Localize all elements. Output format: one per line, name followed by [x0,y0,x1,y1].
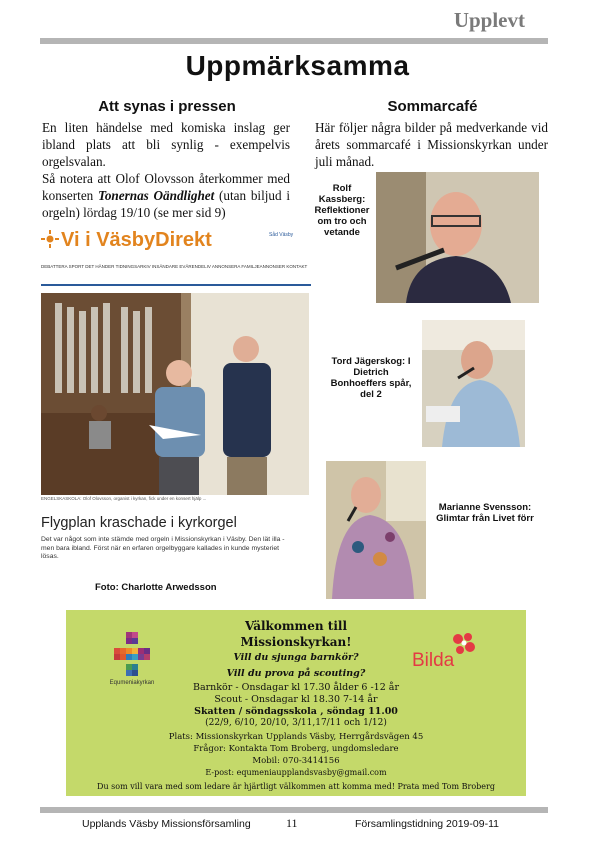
page-title: Uppmärksamma [185,50,410,81]
caption-tord: Tord Jägerskog: I Dietrich Bonhoeffers spår, del 2 [330,356,412,400]
concert-title: Tonernas Oändlighet [97,188,215,203]
header-rule [40,38,548,44]
news-logo: Vi i VäsbyDirekt [61,229,212,251]
ad-welcome: Välkommen till [244,619,347,633]
section-tag: Upplevt [453,8,525,32]
left-body [42,119,290,221]
footer-issue: Församlingstidning 2019-09-11 [355,818,499,830]
left-paragraph-2a: Så notera att Olof Olovsson återkommer med konserten [42,171,290,203]
ad-question-choir: Vill du sjunga barnkör? [233,652,359,663]
left-paragraph-2c: (utan biljud i orgeln) lördag 19/10 (se mer sid 9) [42,188,290,220]
news-logo-right: Såd Väsby [269,232,294,238]
organ-photo [41,293,309,495]
ad-email[interactable]: E-post: equmeniaupplandsvasby@gmail.com [205,768,387,777]
news-headline[interactable]: Flygplan kraschade i kyrkorgel [41,515,237,531]
photo-marianne [326,461,426,599]
photo-rolf [376,172,539,303]
ad-place: Plats: Missionskyrkan Upplands Väsby, Herrgårdsvägen 45 [168,732,424,742]
photo-credit: Foto: Charlotte Arwedsson [95,582,217,593]
page-number: 11 [286,816,298,830]
ad-scout-info: Scout - Onsdagar kl 18.30 7-14 år [214,694,378,705]
right-heading: Sommarcafé [387,98,478,115]
right-intro: Här följer några bilder på medverkande vid årets sommarcafé i Missionskyrkan under juli månad. [315,120,548,169]
ad-sunday-school: Skatten / söndagsskola , söndag 11.00 [194,706,398,717]
ad-contact: Frågor: Kontakta Tom Broberg, ungdomsledare [193,744,399,754]
news-clipping [41,226,311,568]
news-nav-rule [41,284,311,286]
ad-footer-text: Du som vill vara med som ledare är hjärtligt välkommen att komma med! Prata med Tom Broberg [97,782,495,791]
news-lead: Det var något som inte stämde med orgeln i Missionskyrkan i Väsby. Den lät illa - men bara ibland. Först när en erfaren orgelbyggare kallades in kunde mysteriet lösas. [41,536,285,560]
ad-choir-info: Barnkör - Onsdagar kl 17.30 ålder 6 -12 år [193,682,399,693]
footer-rule [40,807,548,813]
sun-logo-icon [41,230,59,248]
ad-mobile: Mobil: 070-3414156 [252,756,340,766]
caption-rolf: Rolf Kassberg: Reflektioner om tro och vetande [314,183,370,238]
photo-tord [422,320,525,447]
ad-question-scout: Vill du prova på scouting? [226,668,366,679]
news-photo-caption: ENGELSKASKOLA: Olof Olovsson, organist i kyrkan, fick under en konsert hjälp ... [41,496,207,501]
ad-dates: (22/9, 6/10, 20/10, 3/11,17/11 och 1/12) [205,718,387,728]
news-nav[interactable]: DEBATTERA SPORT DET HÄNDER TIDNINGSARKIV INSÄNDARE EVÄRENDELIV ANNONSERA FAMILJEANNONSER KONTAKT [41,264,308,269]
ad-church-name: Missionskyrkan! [240,635,352,649]
bilda-logo-text: Bilda [412,650,455,671]
left-heading: Att synas i pressen [98,98,236,115]
left-paragraph-1: En liten händelse med komiska inslag ger ibland plats att bli synlig - exempelvis orgelsvalan. [42,120,290,169]
footer-org: Upplands Väsby Missionsförsamling [82,818,251,830]
caption-marianne: Marianne Svensson: Glimtar från Livet förr [436,502,534,524]
equmenia-logo-text: Equmeniakyrkan [109,680,155,686]
scout-ad [66,610,526,796]
